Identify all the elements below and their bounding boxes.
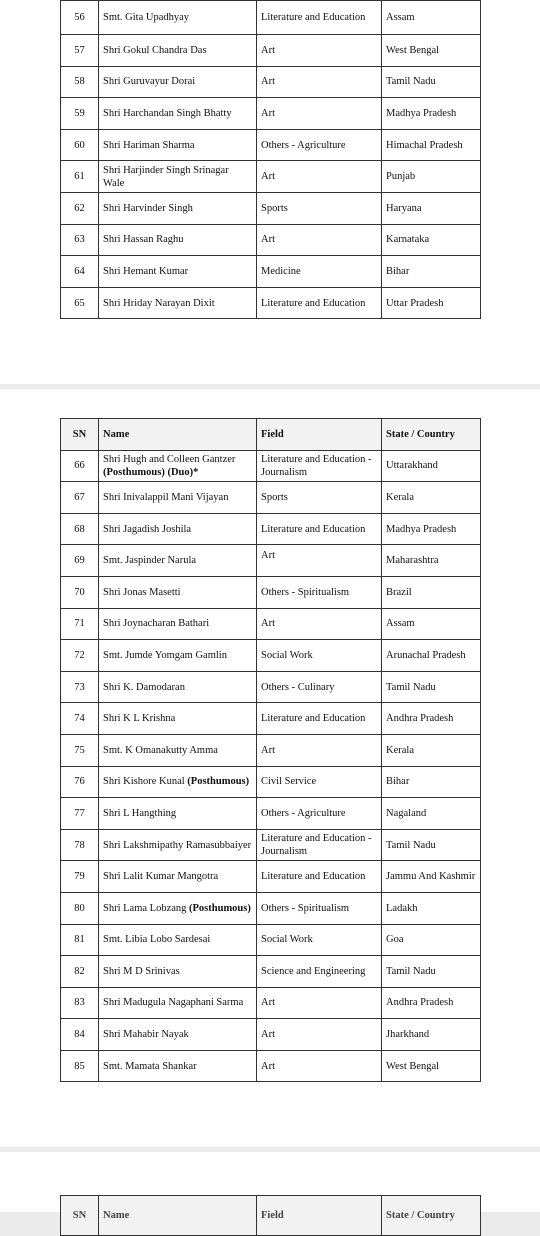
cell-name-text: Smt. Jaspinder Narula [103, 555, 197, 567]
cell-name-text: Smt. Jumde Yomgam Gamlin [103, 649, 227, 661]
cell-field: Others - Agriculture [257, 129, 382, 161]
cell-name [99, 450, 257, 482]
header-sn: SN [61, 1196, 99, 1236]
table-row [61, 287, 481, 319]
cell-field: Art [257, 608, 382, 640]
cell-sn: 84 [61, 1019, 99, 1051]
cell-field: Literature and Education [257, 287, 382, 319]
cell-state: West Bengal [382, 1050, 481, 1082]
cell-sn: 79 [61, 861, 99, 893]
cell-name-text: Shri Inivalappil Mani Vijayan [103, 491, 229, 503]
cell-field: Art [257, 1050, 382, 1082]
table-row [61, 766, 481, 798]
cell-state: Haryana [382, 192, 481, 224]
table-row [61, 798, 481, 830]
table-row [61, 576, 481, 608]
cell-sn: 65 [61, 287, 99, 319]
cell-name-text: Shri Jagadish Joshila [103, 523, 192, 535]
cell-name [99, 129, 257, 161]
table-row [61, 192, 481, 224]
cell-name-text: Shri Hriday Narayan Dixit [103, 297, 215, 309]
table-row [61, 35, 481, 67]
cell-field: Others - Agriculture [257, 798, 382, 830]
cell-sn: 58 [61, 66, 99, 98]
cell-name [99, 924, 257, 956]
cell-field: Art [257, 545, 382, 577]
cell-field: Literature and Education [257, 703, 382, 735]
cell-field: Art [257, 987, 382, 1019]
table-row [61, 671, 481, 703]
cell-name-text: Shri Madugula Nagaphani Sarma [103, 997, 244, 1009]
cell-field: Literature and Education [257, 513, 382, 545]
cell-field: Art [257, 224, 382, 256]
cell-state: Assam [382, 1, 481, 35]
cell-state: Uttarakhand [382, 450, 481, 482]
table-row [61, 161, 481, 193]
cell-name [99, 734, 257, 766]
document-page-1 [0, 0, 540, 384]
cell-state: Maharashtra [382, 545, 481, 577]
cell-sn: 75 [61, 734, 99, 766]
cell-name [99, 35, 257, 67]
cell-state: West Bengal [382, 35, 481, 67]
cell-state: Ladakh [382, 892, 481, 924]
cell-state: Tamil Nadu [382, 66, 481, 98]
cell-state: Madhya Pradesh [382, 98, 481, 130]
cell-sn: 57 [61, 35, 99, 67]
cell-name [99, 1050, 257, 1082]
cell-field: Art [257, 35, 382, 67]
cell-name-text: Shri Lama Lobzang [103, 902, 187, 914]
table-row [61, 224, 481, 256]
cell-field: Science and Engineering [257, 956, 382, 988]
cell-state: Andhra Pradesh [382, 987, 481, 1019]
cell-sn: 63 [61, 224, 99, 256]
cell-sn: 56 [61, 1, 99, 35]
cell-sn: 67 [61, 482, 99, 514]
awards-table-page-2 [60, 418, 481, 1082]
cell-field: Others - Spiritualism [257, 576, 382, 608]
cell-field: Literature and Education - Journalism [257, 829, 382, 861]
cell-sn: 85 [61, 1050, 99, 1082]
cell-name-text: Shri Jonas Masetti [103, 586, 181, 598]
table-row [61, 703, 481, 735]
cell-name-annotation: (Posthumous) [189, 902, 251, 914]
cell-state: Tamil Nadu [382, 671, 481, 703]
cell-name-text: Smt. Mamata Shankar [103, 1060, 197, 1072]
cell-name [99, 287, 257, 319]
cell-name [99, 608, 257, 640]
cell-name-text: Shri Lakshmipathy Ramasubbaiyer [103, 839, 252, 851]
table-row [61, 987, 481, 1019]
awards-table-page-3 [60, 1195, 481, 1236]
cell-sn: 61 [61, 161, 99, 193]
cell-field: Social Work [257, 640, 382, 672]
cell-state: Arunachal Pradesh [382, 640, 481, 672]
cell-state: Bihar [382, 766, 481, 798]
cell-state: Andhra Pradesh [382, 703, 481, 735]
document-page-3 [0, 1152, 540, 1221]
cell-field: Sports [257, 192, 382, 224]
table-row [61, 1, 481, 35]
cell-field: Others - Spiritualism [257, 892, 382, 924]
cell-name-text: Shri Gokul Chandra Das [103, 44, 207, 56]
awards-table-page-1 [60, 0, 481, 319]
cell-name-annotation: (Posthumous) [187, 776, 250, 788]
cell-name [99, 66, 257, 98]
cell-name [99, 161, 257, 193]
cell-field: Civil Service [257, 766, 382, 798]
table-row [61, 545, 481, 577]
table-row [61, 1050, 481, 1082]
cell-sn: 74 [61, 703, 99, 735]
cell-sn: 81 [61, 924, 99, 956]
cell-name-text: Shri Hassan Raghu [103, 234, 184, 246]
cell-name [99, 1, 257, 35]
cell-state: Himachal Pradesh [382, 129, 481, 161]
table-row [61, 66, 481, 98]
cell-field: Art [257, 1019, 382, 1051]
cell-name-text: Shri Joynacharan Bathari [103, 618, 210, 630]
cell-name-text: Shri Kishore Kunal [103, 776, 185, 788]
cell-name-text: Shri Lalit Kumar Mangotra [103, 871, 219, 883]
cell-sn: 68 [61, 513, 99, 545]
cell-field: Literature and Education - Journalism [257, 450, 382, 482]
table-row [61, 256, 481, 288]
cell-sn: 59 [61, 98, 99, 130]
cell-state: Jharkhand [382, 1019, 481, 1051]
cell-sn: 80 [61, 892, 99, 924]
table-row [61, 734, 481, 766]
cell-name [99, 798, 257, 830]
cell-state: Bihar [382, 256, 481, 288]
header-field: Field [257, 1196, 382, 1236]
header-sn: SN [61, 419, 99, 451]
cell-name-text: Shri L Hangthing [103, 807, 177, 819]
cell-field: Social Work [257, 924, 382, 956]
cell-state: Goa [382, 924, 481, 956]
table-row [61, 924, 481, 956]
cell-field: Art [257, 98, 382, 130]
cell-sn: 70 [61, 576, 99, 608]
header-field: Field [257, 419, 382, 451]
cell-field: Literature and Education [257, 1, 382, 35]
cell-field: Sports [257, 482, 382, 514]
table-row [61, 482, 481, 514]
cell-name [99, 703, 257, 735]
table-header-row [61, 419, 481, 451]
cell-name [99, 513, 257, 545]
cell-field: Others - Culinary [257, 671, 382, 703]
cell-sn: 78 [61, 829, 99, 861]
cell-state: Kerala [382, 482, 481, 514]
cell-state: Madhya Pradesh [382, 513, 481, 545]
cell-name [99, 192, 257, 224]
cell-name [99, 671, 257, 703]
cell-name-text: Smt. Gita Upadhyay [103, 12, 190, 23]
cell-name-annotation: (Posthumous) (Duo)* [103, 466, 199, 478]
table-row [61, 608, 481, 640]
cell-name-text: Shri Mahabir Nayak [103, 1029, 189, 1041]
cell-name [99, 576, 257, 608]
cell-sn: 66 [61, 450, 99, 482]
cell-name-text: Shri Hariman Sharma [103, 139, 195, 151]
cell-field: Art [257, 734, 382, 766]
cell-name [99, 545, 257, 577]
cell-sn: 62 [61, 192, 99, 224]
cell-name [99, 98, 257, 130]
cell-name-text: Shri Harvinder Singh [103, 202, 193, 214]
cell-state: Tamil Nadu [382, 956, 481, 988]
cell-name-text: Shri Harchandan Singh Bhatty [103, 107, 232, 119]
table-header-row [61, 1196, 481, 1236]
cell-state: Punjab [382, 161, 481, 193]
cell-name-text: Shri K L Krishna [103, 713, 176, 725]
cell-field: Art [257, 161, 382, 193]
cell-sn: 69 [61, 545, 99, 577]
cell-name [99, 482, 257, 514]
cell-state: Jammu And Kashmir [382, 861, 481, 893]
cell-name [99, 640, 257, 672]
table-row [61, 861, 481, 893]
header-name: Name [99, 419, 257, 451]
cell-sn: 82 [61, 956, 99, 988]
header-name: Name [99, 1196, 257, 1236]
cell-name [99, 861, 257, 893]
cell-sn: 77 [61, 798, 99, 830]
cell-name-text: Shri K. Damodaran [103, 681, 185, 693]
table-row [61, 129, 481, 161]
cell-name-text: Shri Guruvayur Dorai [103, 76, 196, 88]
cell-state: Uttar Pradesh [382, 287, 481, 319]
cell-name [99, 892, 257, 924]
cell-sn: 73 [61, 671, 99, 703]
cell-sn: 71 [61, 608, 99, 640]
header-state: State / Country [382, 1196, 481, 1236]
cell-state: Nagaland [382, 798, 481, 830]
cell-name-text: Shri M D Srinivas [103, 965, 180, 977]
table-row [61, 956, 481, 988]
cell-sn: 72 [61, 640, 99, 672]
cell-state: Brazil [382, 576, 481, 608]
cell-name-text: Smt. K Omanakutty Amma [103, 744, 218, 756]
cell-name [99, 956, 257, 988]
table-row [61, 640, 481, 672]
cell-name [99, 1019, 257, 1051]
cell-field: Medicine [257, 256, 382, 288]
cell-name [99, 256, 257, 288]
cell-name-text: Smt. Libia Lobo Sardesai [103, 934, 211, 946]
cell-name-text: Shri Harjinder Singh Srinagar Wale [103, 164, 229, 189]
cell-name-text: Shri Hugh and Colleen Gantzer [103, 453, 236, 465]
cell-sn: 64 [61, 256, 99, 288]
cell-sn: 60 [61, 129, 99, 161]
cell-state: Assam [382, 608, 481, 640]
table-row [61, 892, 481, 924]
table-row [61, 829, 481, 861]
cell-field: Literature and Education [257, 861, 382, 893]
cell-sn: 76 [61, 766, 99, 798]
document-page-2 [0, 389, 540, 1147]
header-state: State / Country [382, 419, 481, 451]
cell-state: Karnataka [382, 224, 481, 256]
cell-field: Art [257, 66, 382, 98]
cell-name [99, 766, 257, 798]
cell-state: Tamil Nadu [382, 829, 481, 861]
cell-name-text: Shri Hemant Kumar [103, 265, 189, 277]
cell-name [99, 987, 257, 1019]
table-row [61, 513, 481, 545]
cell-state: Kerala [382, 734, 481, 766]
cell-sn: 83 [61, 987, 99, 1019]
cell-name [99, 224, 257, 256]
table-row [61, 98, 481, 130]
cell-name [99, 829, 257, 861]
table-row [61, 450, 481, 482]
table-row [61, 1019, 481, 1051]
